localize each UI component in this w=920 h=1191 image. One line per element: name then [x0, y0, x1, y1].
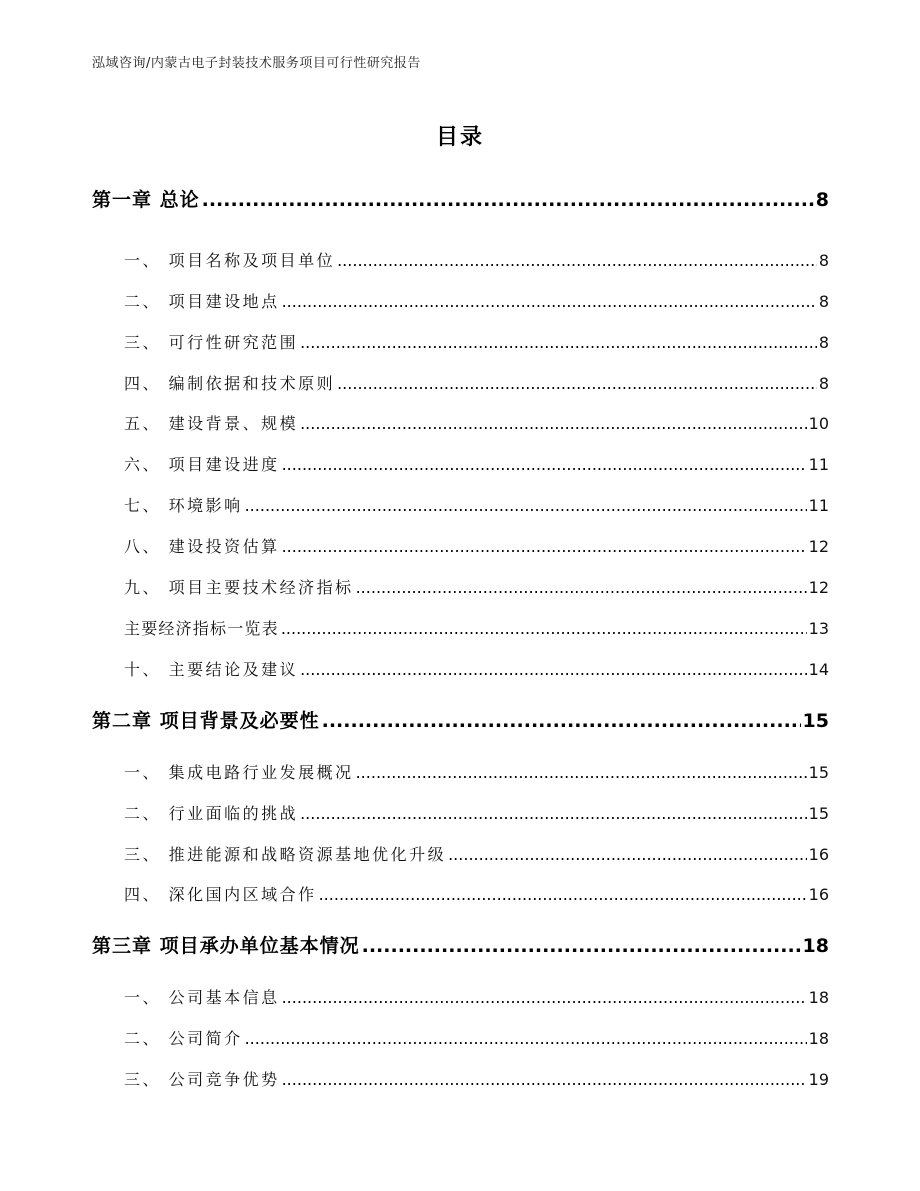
toc-page-number: 13	[808, 619, 829, 638]
toc-section[interactable]	[92, 493, 829, 516]
toc-label: 第三章 项目承办单位基本情况	[92, 935, 360, 957]
toc-label: 三、 可行性研究范围	[124, 333, 299, 352]
toc-section[interactable]	[92, 452, 829, 475]
toc-leader	[282, 988, 807, 1007]
toc-label: 二、 项目建设地点	[124, 292, 280, 311]
toc-label: 三、 推进能源和战略资源基地优化升级	[124, 845, 447, 864]
header-divider	[92, 77, 828, 78]
toc-leader	[300, 804, 807, 823]
toc-chapter-2[interactable]	[92, 706, 829, 733]
toc-label: 一、 集成电路行业发展概况	[124, 763, 354, 782]
toc-page-number: 19	[808, 1070, 829, 1089]
toc-section[interactable]	[92, 575, 829, 598]
toc-section[interactable]	[92, 842, 829, 865]
toc-page-number: 8	[818, 251, 829, 270]
toc-page-number: 14	[808, 660, 829, 679]
toc-page-number: 8	[818, 374, 829, 393]
toc-section[interactable]	[92, 411, 829, 434]
toc-page-number: 15	[808, 763, 829, 782]
toc-leader	[202, 189, 814, 211]
toc-section[interactable]	[92, 330, 829, 353]
toc-section[interactable]	[92, 985, 829, 1008]
toc-chapter-1[interactable]	[92, 185, 829, 212]
toc-section[interactable]	[92, 1067, 829, 1090]
toc-section[interactable]	[92, 371, 829, 394]
toc-leader	[281, 619, 807, 638]
page-title: 目录	[435, 125, 484, 150]
toc-page-number: 11	[808, 455, 829, 474]
toc-leader	[356, 763, 807, 782]
toc-page-number: 8	[818, 292, 829, 311]
toc-label: 一、 公司基本信息	[124, 988, 280, 1007]
toc-label: 九、 项目主要技术经济指标	[124, 578, 354, 597]
toc-page-number: 18	[808, 988, 829, 1007]
toc-leader	[448, 845, 807, 864]
toc-chapter-3[interactable]	[92, 931, 829, 958]
toc-page-number: 16	[808, 845, 829, 864]
toc-page-number: 12	[808, 578, 829, 597]
toc-section[interactable]	[92, 882, 829, 905]
toc-leader	[337, 251, 817, 270]
toc-leader	[300, 414, 807, 433]
toc-page-number: 18	[808, 1029, 829, 1048]
toc-page-number: 16	[808, 885, 829, 904]
toc-section[interactable]	[92, 534, 829, 557]
toc-label: 八、 建设投资估算	[124, 537, 280, 556]
toc-label: 五、 建设背景、规模	[124, 414, 299, 433]
toc-page-number: 15	[808, 804, 829, 823]
toc-leader	[300, 660, 807, 679]
toc-label: 第一章 总论	[92, 189, 200, 211]
toc-label: 四、 深化国内区域合作	[124, 885, 317, 904]
toc-leader	[282, 292, 817, 311]
toc-leader	[282, 1070, 807, 1089]
toc-section[interactable]	[92, 1026, 829, 1049]
toc-leader	[282, 455, 807, 474]
toc-page-number: 18	[802, 935, 829, 957]
toc-leader	[282, 537, 807, 556]
toc-subsection[interactable]	[92, 616, 829, 639]
toc-leader	[337, 374, 817, 393]
toc-label: 六、 项目建设进度	[124, 455, 280, 474]
running-header: 泓域咨询/内蒙古电子封装技术服务项目可行性研究报告	[92, 56, 421, 71]
toc-leader	[356, 578, 807, 597]
toc-page-number: 11	[808, 496, 829, 515]
toc-leader	[245, 496, 807, 515]
toc-section[interactable]	[92, 248, 829, 271]
toc-label: 二、 公司简介	[124, 1029, 243, 1048]
toc-label: 一、 项目名称及项目单位	[124, 251, 336, 270]
toc-leader	[362, 935, 801, 957]
toc-leader	[245, 1029, 807, 1048]
toc-page-number: 15	[802, 710, 829, 732]
toc-label: 三、 公司竞争优势	[124, 1070, 280, 1089]
toc-section[interactable]	[92, 760, 829, 783]
toc-section[interactable]	[92, 801, 829, 824]
toc-leader	[300, 333, 817, 352]
toc-label: 四、 编制依据和技术原则	[124, 374, 336, 393]
toc-page-number: 8	[815, 189, 829, 211]
toc-label: 七、 环境影响	[124, 496, 243, 515]
toc-leader	[319, 885, 807, 904]
toc-label: 二、 行业面临的挑战	[124, 804, 299, 823]
toc-page-number: 12	[808, 537, 829, 556]
toc-section[interactable]	[92, 657, 829, 680]
toc-section[interactable]	[92, 289, 829, 312]
toc-page-number: 10	[808, 414, 829, 433]
toc-page-number: 8	[818, 333, 829, 352]
toc-leader	[322, 710, 801, 732]
toc-label: 第二章 项目背景及必要性	[92, 710, 320, 732]
toc-label: 主要经济指标一览表	[124, 619, 279, 638]
toc-label: 十、 主要结论及建议	[124, 660, 299, 679]
